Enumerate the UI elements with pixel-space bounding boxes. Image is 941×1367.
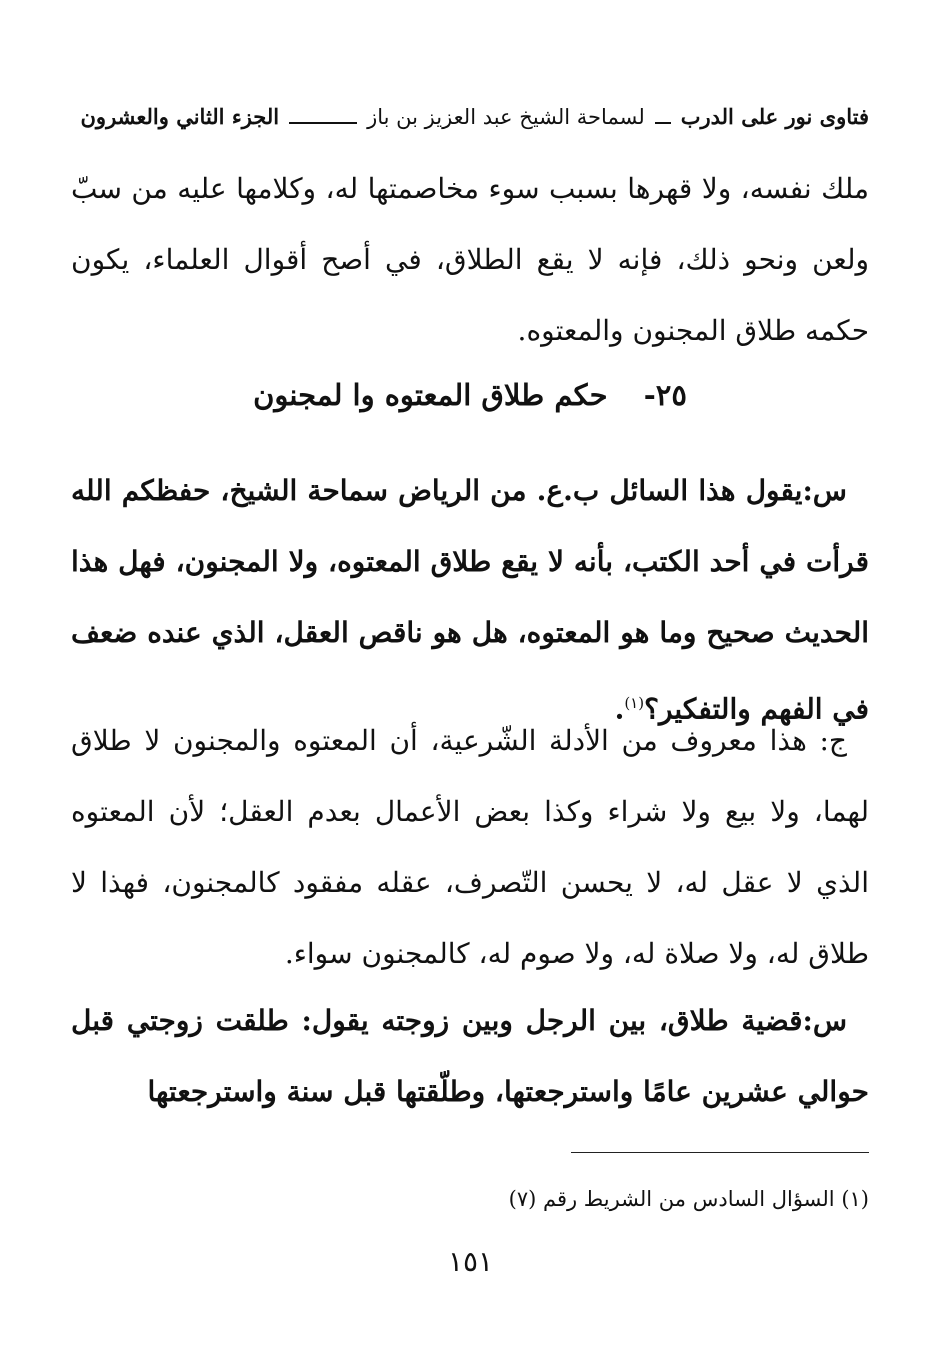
header-author: لسماحة الشيخ عبد العزيز بن باز: [367, 105, 645, 129]
question-text: س:يقول هذا السائل ب.ع. من الرياض سماحة الشيخ، حفظكم الله قرأت في أحد الكتب، بأنه لا يقع طلاق المعتوه، ولا المجنون، فهل هذا الحديث صحيح وما هو المعتوه، هل هو ناقص العقل، الذي عنده ضعف في الفهم والتفكير؟: [71, 474, 869, 726]
question-paragraph: س:قضية طلاق، بين الرجل وبين زوجته يقول: طلقت زوجتي قبل حوالي عشرين عامًا واسترجعتها، وطلّقتها قبل سنة واسترجعتها: [71, 1004, 869, 1108]
footnote-reference: (١): [624, 694, 645, 712]
footnote-divider: [571, 1152, 869, 1153]
section-title: حكم طلاق المعتوه وا لمجنون: [253, 378, 608, 412]
header-book-title: فتاوى نور على الدرب: [680, 104, 869, 129]
section-heading: [71, 365, 869, 425]
page-number: ١٥١: [447, 1245, 494, 1278]
continuation-paragraph: ملك نفسه، ولا قهرها بسبب سوء مخاصمتها له، وكلامها عليه من سبّ ولعن ونحو ذلك، فإنه لا يقع الطلاق، في أصح أقوال العلماء، يكون حكمه طلاق المجنون والمعتوه.: [71, 172, 869, 347]
running-header: [71, 104, 869, 129]
question-end-mark: .: [614, 692, 625, 726]
header-separator: [289, 122, 357, 124]
header-separator: [655, 122, 671, 124]
footnote: (١) السؤال السادس من الشريط رقم (٧): [508, 1187, 869, 1211]
header-part: الجزء الثاني والعشرون: [80, 104, 280, 129]
question-paragraph: [71, 455, 869, 744]
section-number: ٢٥-: [643, 378, 687, 412]
answer-paragraph: ج: هذا معروف من الأدلة الشّرعية، أن المعتوه والمجنون لا طلاق لهما، ولا بيع ولا شراء وكذا بعض الأعمال بعدم العقل؛ لأن المعتوه الذي لا عقل له، لا يحسن التّصرف، عقله مفقود كالمجنون، فهذا لا طلاق له، ولا صلاة له، ولا صوم له، كالمجنون سواء.: [71, 724, 869, 970]
